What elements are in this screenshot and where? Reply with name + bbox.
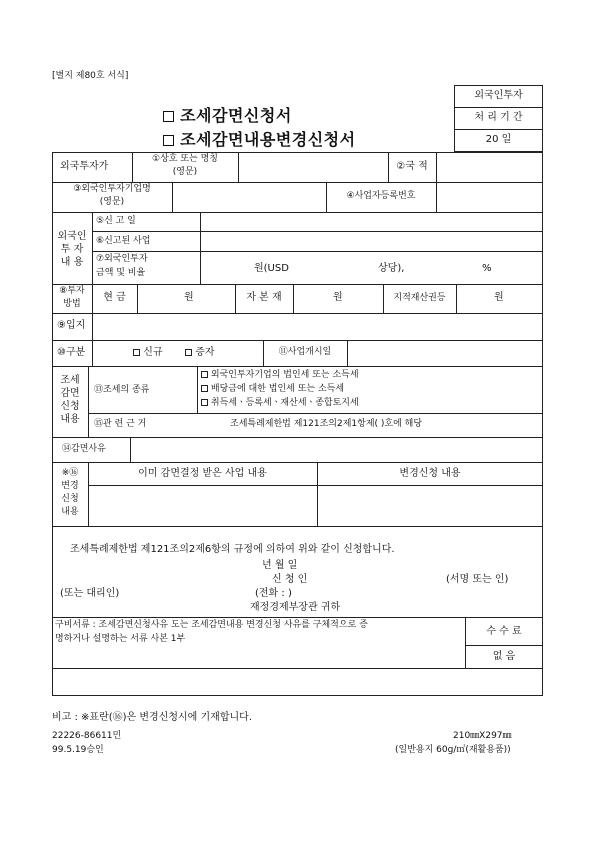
opt-new[interactable]: 신규 [133, 348, 163, 358]
declaration-text: 조세특례제한법 제121조의2제6항의 규정에 의하여 위와 같이 신청합니다. [70, 544, 395, 555]
start-date-field[interactable] [348, 341, 542, 365]
method-label-2: 방법 [63, 299, 81, 309]
category-label: ⑩구분 [57, 347, 86, 358]
company-name-label: ③외국인투자기업명 [73, 184, 151, 194]
amount-label-2: 금액 및 비율 [96, 268, 146, 278]
checkbox-increase[interactable] [185, 349, 192, 356]
reg-no-label: ④사업자등록번호 [346, 191, 416, 201]
investor-label: 외국투자가 [60, 161, 109, 172]
project-field[interactable] [201, 232, 542, 250]
method-label-1: ⑧투자 [59, 286, 85, 296]
tax-type-2[interactable]: 배당금에 대한 법인세 또는 소득세 [201, 385, 344, 394]
change-col-before: 이미 감면결정 받은 사업 내용 [138, 468, 267, 479]
side-header: 외국인투자 [474, 90, 523, 101]
fee-value: 없 음 [492, 651, 516, 662]
nationality-label: ②국 적 [396, 161, 428, 172]
footer-code: 22226-86611민 [52, 731, 122, 741]
ip-label: 지적재산권등 [393, 293, 446, 303]
docs-label-2: 명하거나 설명하는 서류 사본 1부 [55, 634, 186, 644]
checkbox-tax-3[interactable] [201, 399, 208, 406]
capital-label: 자 본 재 [246, 292, 282, 303]
start-date-label: ⑪사업개시일 [278, 347, 332, 357]
basis-label: ⑮관 련 근 거 [94, 419, 147, 429]
change-col-after: 변경신청 내용 [399, 468, 461, 479]
reason-field[interactable] [131, 438, 542, 461]
footer-size: 210㎜X297㎜ [453, 731, 512, 741]
recipient: 재정경제부장관 귀하 [250, 602, 341, 613]
checkbox-tax-2[interactable] [201, 385, 208, 392]
cash-label: 현 금 [103, 292, 126, 303]
reduction-section: 조세 감면 신청 내용 [60, 375, 80, 425]
company-name-field[interactable] [173, 183, 325, 211]
change-after-field[interactable] [318, 486, 542, 525]
report-date-label: ⑤신 고 일 [96, 216, 136, 226]
title-reduction: 조세감면신청서 [163, 108, 292, 124]
processing-days: 20 일 [485, 134, 512, 145]
form-code: [별지 제80호 서식] [52, 71, 129, 81]
nationality-field[interactable] [437, 153, 542, 181]
reg-no-field[interactable] [437, 183, 542, 211]
title-checkbox-2[interactable] [163, 135, 174, 146]
investor-name-label: ①상호 또는 명칭 [152, 154, 218, 164]
basis-text: 조세특례제한법 제121조의2제1항제( )호에 해당 [230, 419, 423, 429]
footer-approved: 99.5.19승인 [52, 745, 104, 755]
applicant-label: 신 청 인 [272, 574, 308, 585]
change-section: ※⑯ 변경 신청 내용 [61, 468, 79, 517]
amount-equiv: 상당), [378, 263, 405, 274]
footer-paper: (일반용지 60g/㎡(재활용품)) [395, 745, 511, 755]
amount-pct: % [482, 263, 492, 274]
company-name-sub: (영문) [99, 197, 125, 207]
capital-unit: 원 [333, 292, 343, 303]
processing-label: 처 리 기 간 [474, 112, 523, 123]
investor-name-field[interactable] [239, 153, 387, 181]
investor-name-sub: (영문) [172, 167, 198, 177]
fee-label: 수 수 료 [486, 626, 522, 637]
checkbox-new[interactable] [133, 349, 140, 356]
opt-increase[interactable]: 증자 [185, 348, 215, 358]
location-field[interactable] [93, 314, 542, 339]
sign-label: (서명 또는 인) [446, 574, 509, 585]
checkbox-tax-1[interactable] [201, 371, 208, 378]
title-checkbox-1[interactable] [163, 111, 174, 122]
tax-type-label: ⑬조세의 종류 [94, 385, 150, 395]
cash-unit: 원 [184, 292, 194, 303]
agent-label: (또는 대리인) [60, 588, 120, 599]
docs-label: 구비서류 : 조세감면신청사유 도는 조세감면내용 변경신청 사유를 구체적으로 증 [55, 620, 368, 630]
tax-type-3[interactable]: 취득세ㆍ등록세ㆍ재산세ㆍ종합토지세 [201, 399, 359, 408]
content-section: 외국인 투 자 내 용 [57, 231, 87, 268]
amount-label-1: ⑦외국인투자 [96, 254, 148, 264]
amount-currency: 원(USD [254, 263, 289, 274]
tax-type-1[interactable]: 외국인투자기업의 법인세 또는 소득세 [201, 371, 359, 380]
title-change: 조세감면내용변경신청서 [163, 132, 356, 148]
footer-note: 비고 : ※표란(⑯)은 변경신청시에 기재합니다. [52, 712, 253, 723]
declaration-date: 년 월 일 [262, 560, 298, 571]
phone-label: (전화 : ) [255, 588, 292, 599]
change-before-field[interactable] [89, 486, 316, 525]
project-label: ⑥신고된 사업 [96, 236, 151, 246]
report-date-field[interactable] [201, 213, 542, 230]
reason-label: ⑭감면사유 [62, 444, 106, 454]
ip-unit: 원 [494, 292, 504, 303]
location-label: ⑨입지 [57, 320, 86, 331]
